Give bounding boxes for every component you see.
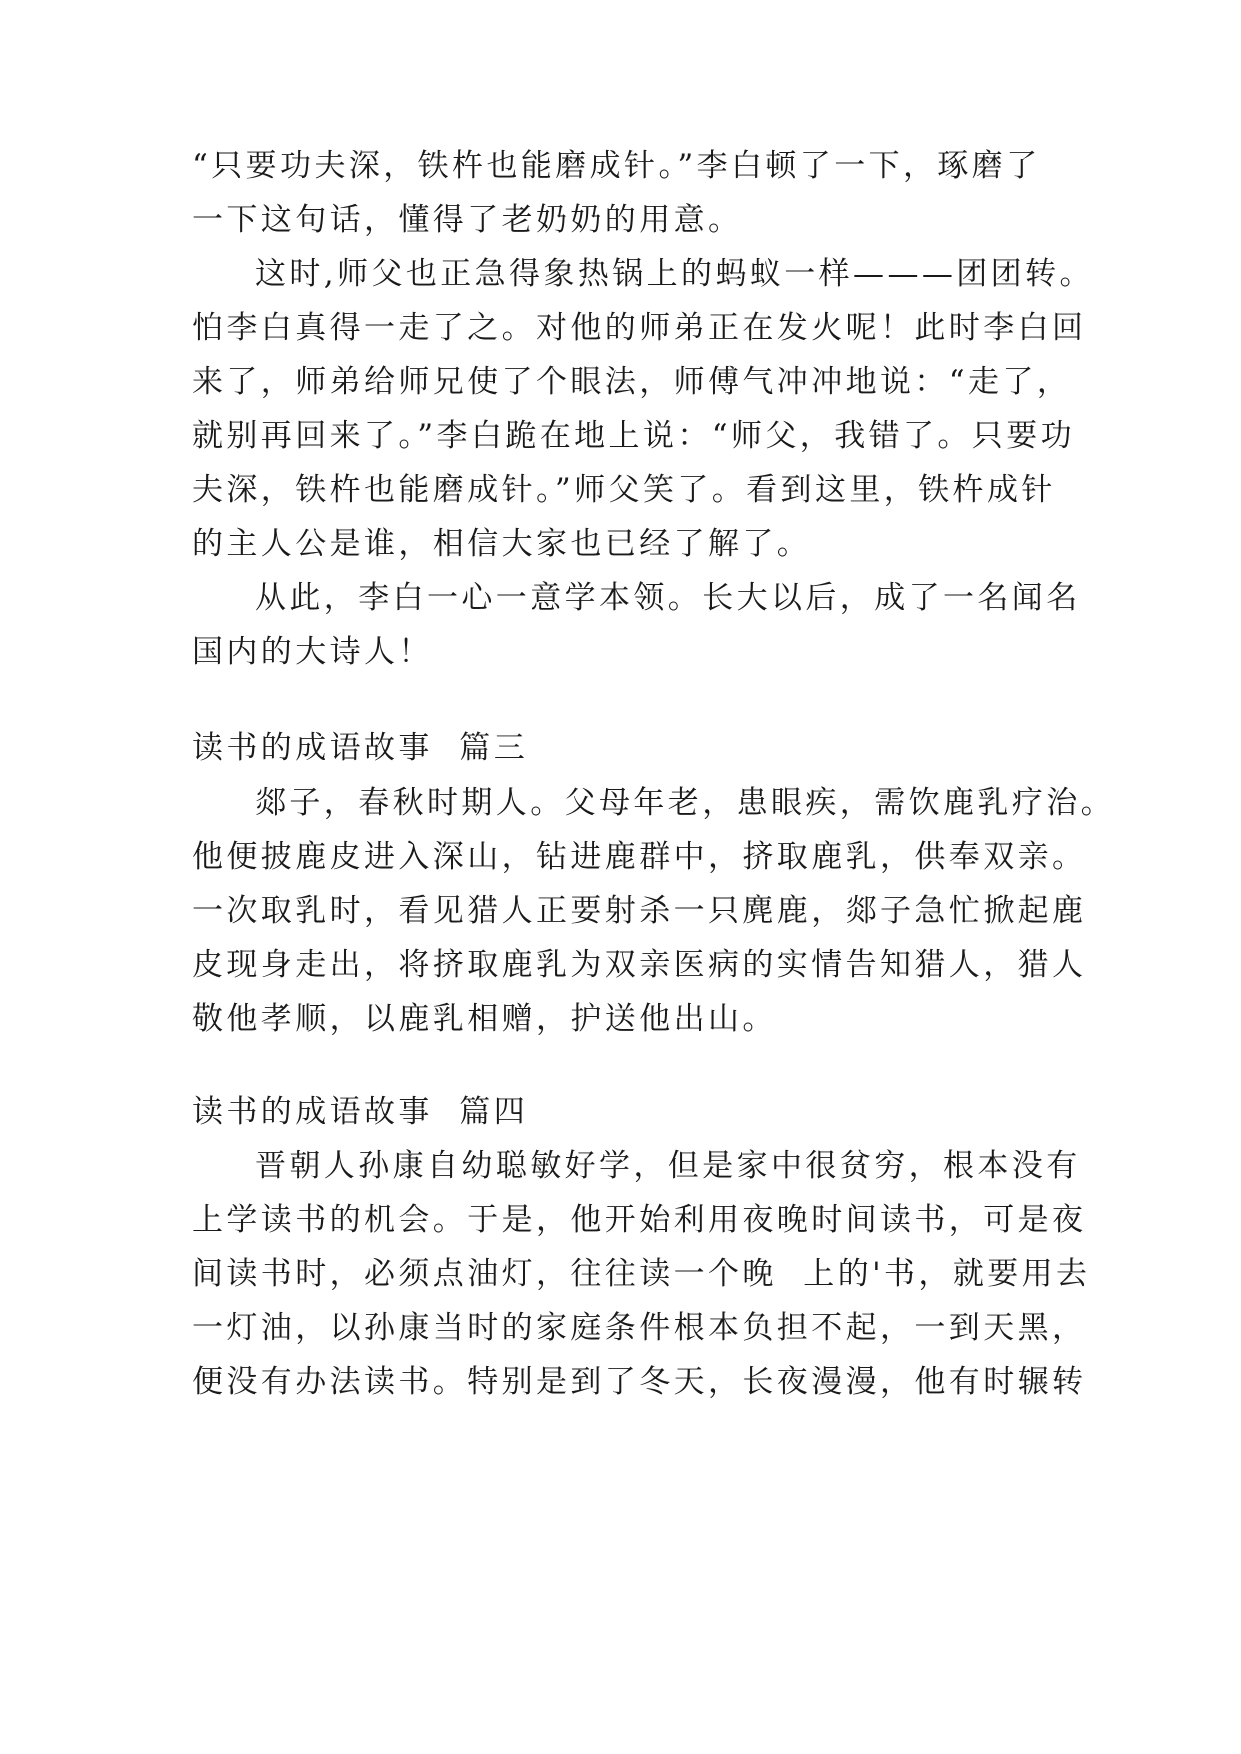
- text-line: 一下这句话，懂得了老奶奶的用意。: [192, 202, 743, 238]
- text-line: 的主人公是谁，相信大家也已经了解了。: [192, 526, 812, 562]
- text-line: 郯子，春秋时期人。父母年老，患眼疾，需饮鹿乳疗治。: [255, 785, 1115, 821]
- text-line: 一灯油，以孙康当时的家庭条件根本负担不起，一到天黑，: [192, 1310, 1087, 1346]
- text-line: “只要功夫深，铁杵也能磨成针。”李白顿了一下，琢磨了: [192, 148, 1041, 184]
- text-line: 就别再回来了。”李白跪在地上说：“师父，我错了。只要功: [192, 418, 1075, 454]
- section-heading: 读书的成语故事 篇四: [192, 1094, 529, 1130]
- text-line: 上学读书的机会。于是，他开始利用夜晚时间读书，可是夜: [192, 1202, 1087, 1238]
- text-line: 皮现身走出，将挤取鹿乳为双亲医病的实情告知猎人，猎人: [192, 947, 1087, 983]
- text-line: 这时,师父也正急得象热锅上的蚂蚁一样———团团转。: [255, 256, 1094, 292]
- text-line: 来了，师弟给师兄使了个眼法，师傅气冲冲地说：“走了，: [192, 364, 1072, 400]
- section-heading: 读书的成语故事 篇三: [192, 730, 529, 766]
- text-line: 便没有办法读书。特别是到了冬天，长夜漫漫，他有时辗转: [192, 1364, 1087, 1400]
- text-line: 怕李白真得一走了之。对他的师弟正在发火呢！此时李白回: [192, 310, 1087, 346]
- text-line: 间读书时，必须点油灯，往往读一个晚 上的'书，就要用去: [192, 1256, 1091, 1292]
- text-line: 从此，李白一心一意学本领。长大以后，成了一名闻名: [255, 580, 1081, 616]
- text-line: 夫深，铁杵也能磨成针。”师父笑了。看到这里，铁杵成针: [192, 472, 1056, 508]
- text-line: 敬他孝顺，以鹿乳相赠，护送他出山。: [192, 1001, 777, 1037]
- text-line: 国内的大诗人！: [192, 634, 433, 670]
- text-line: 他便披鹿皮进入深山，钻进鹿群中，挤取鹿乳，供奉双亲。: [192, 839, 1087, 875]
- text-line: 晋朝人孙康自幼聪敏好学，但是家中很贫穷，根本没有: [255, 1148, 1081, 1184]
- text-line: 一次取乳时，看见猎人正要射杀一只麂鹿，郯子急忙掀起鹿: [192, 893, 1087, 929]
